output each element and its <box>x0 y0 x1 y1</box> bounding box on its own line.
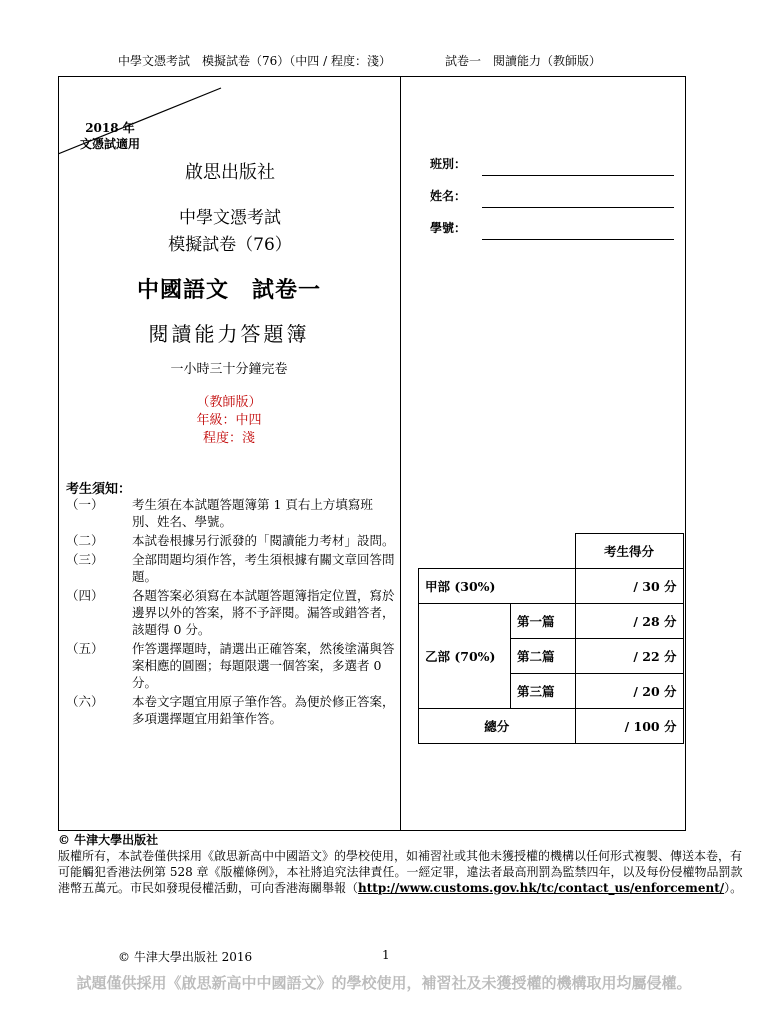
corner-year: 2018 年 <box>85 121 135 135</box>
header-right: 試卷一 閱讀能力（教師版） <box>445 54 602 68</box>
copyright-body: 版權所有，本試卷僅供採用《啟思新高中中國語文》的學校使用，如補習社或其他未獲授權的機構以任何形式複製、傳送本卷，有可能觸犯香港法例第 528 章《版權條例》，本社將追究法律責任。一經定罪，違法者最高刑罰為監禁四年，以及每份侵權物品罰款港幣五萬元。市民如發現侵權活動，可向香港海關舉報（ <box>58 849 743 895</box>
passage-1-label: 第一篇 <box>511 604 576 639</box>
class-field[interactable] <box>430 155 690 175</box>
class-label: 班別： <box>430 157 467 171</box>
passage-2-score[interactable]: / 22 分 <box>575 639 683 674</box>
total-score[interactable]: / 100 分 <box>575 709 683 744</box>
student-number-input-line[interactable] <box>482 239 674 240</box>
instruction-item: （一） 考生須在本試題答題簿第 1 頁右上方填寫班別、姓名、學號。 <box>66 497 373 529</box>
copyright-end: ）。 <box>724 881 743 895</box>
passage-3-label: 第三篇 <box>511 674 576 709</box>
student-number-field[interactable] <box>430 219 690 239</box>
subject-title: 中國語文 試卷一 <box>136 277 321 303</box>
publisher-name: 啟思出版社 <box>185 162 275 183</box>
corner-applicable: 文憑試適用 <box>79 137 140 151</box>
name-field[interactable] <box>430 187 690 207</box>
copyright-owner: © 牛津大學出版社 <box>58 833 159 847</box>
customs-link[interactable]: http://www.customs.gov.hk/tc/contact_us/enforcement/ <box>358 881 725 895</box>
part-a-label: 甲部 (30%) <box>419 569 576 604</box>
instructions-title: 考生須知： <box>66 482 132 497</box>
passage-2-label: 第二篇 <box>511 639 576 674</box>
column-divider <box>400 76 401 831</box>
instruction-item: （六） 本卷文字題宜用原子筆作答。為便於修正答案，多項選擇題宜用鉛筆作答。 <box>66 694 395 726</box>
name-input-line[interactable] <box>482 207 674 208</box>
footer-copyright: © 牛津大學出版社 2016 <box>118 950 253 964</box>
mock-paper-title: 模擬試卷（76） <box>168 235 292 255</box>
passage-3-score[interactable]: / 20 分 <box>575 674 683 709</box>
corner-label <box>70 120 150 152</box>
page-number: 1 <box>382 948 390 962</box>
instruction-item: （三） 全部問題均須作答，考生須根據有關文章回答問題。 <box>66 552 395 584</box>
duration: 一小時三十分鐘完卷 <box>170 362 288 377</box>
instruction-item: （二） 本試卷根據另行派發的「閱讀能力考材」設問。 <box>66 533 395 548</box>
class-input-line[interactable] <box>482 175 674 176</box>
instruction-item: （五） 作答選擇題時，請選出正確答案，然後塗滿與答案相應的圓圈；每題限選一個答案，多選者 0 分。 <box>66 641 395 690</box>
header-left: 中學文憑考試 模擬試卷（76）（中四 / 程度：淺） <box>118 54 391 68</box>
edition-version: （教師版） <box>196 395 262 410</box>
instruction-item: （四） 各題答案必須寫在本試題答題簿指定位置，寫於邊界以外的答案，將不予評閱。漏答或錯答者，該題得 0 分。 <box>66 588 395 637</box>
booklet-title: 閱讀能力答題簿 <box>148 322 310 346</box>
instructions-list <box>66 496 396 729</box>
edition-grade: 年級：中四 <box>196 413 262 428</box>
total-label: 總分 <box>419 709 576 744</box>
part-b-label: 乙部 (70%) <box>419 604 511 709</box>
copyright-notice <box>58 832 748 896</box>
watermark-notice: 試題僅供採用《啟思新高中中國語文》的學校使用，補習社及未獲授權的機構取用均屬侵權。 <box>76 974 692 992</box>
exam-title: 中學文憑考試 <box>179 208 281 228</box>
name-label: 姓名： <box>430 189 467 203</box>
score-header: 考生得分 <box>575 534 683 569</box>
passage-1-score[interactable]: / 28 分 <box>575 604 683 639</box>
edition-level: 程度：淺 <box>202 431 255 446</box>
score-table <box>418 533 684 744</box>
part-a-score[interactable]: / 30 分 <box>575 569 683 604</box>
student-number-label: 學號： <box>430 221 467 235</box>
